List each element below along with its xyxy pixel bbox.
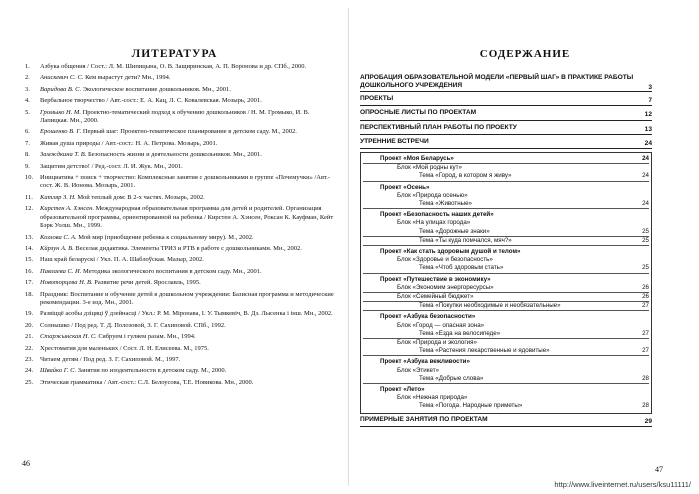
- reference-text: Инициатива + поиск + творчество: Комплексные занятия с дошкольниками в группе «Почемучки» /Авт.-сост. Ж. В. Ионова. Мозырь, 2001.: [40, 174, 330, 190]
- toc-project: Проект «Безопасность наших детей»: [380, 211, 494, 219]
- reference-item: [25, 63, 335, 71]
- reference-author: Кйрзун А. В.: [40, 244, 74, 252]
- reference-text: Методика экологического воспитания в детском саду. Мн., 2001.: [81, 267, 262, 275]
- reference-author: Новоторцева Н. В.: [40, 279, 93, 287]
- reference-author: Старжынская Н. С.: [40, 333, 97, 341]
- reference-text: Читаем детям / Под ред. З. Г. Сахиповой. М., 1997.: [40, 355, 181, 363]
- reference-text: Проектно-тематический подход к обучению дошкольников / Н. М. Громыко, И. В. Лапицкая. Мн., 2000.: [40, 108, 310, 125]
- reference-item: [25, 279, 335, 287]
- toc-theme: Тема «Чтоб здоровым стать» 25: [363, 264, 649, 273]
- reference-text: Кем вырастут дети? Мн., 1994.: [83, 74, 171, 82]
- reference-number: 4.: [25, 97, 30, 105]
- reference-item: [25, 234, 335, 242]
- reference-item: [25, 205, 335, 230]
- reference-text: Международная образовательная программа для детей и родителей. Организация образовательной программы, ориентированной на ребенка / Кирстен А. Хэнсен, Роксан К. Кауфман, Кейт Бэрк Уолш. Мн., 1999.: [40, 205, 334, 230]
- page-number-right: 47: [655, 465, 663, 474]
- reference-text: Безопасность жизни и деятельности дошкольников. Мн., 2001.: [86, 151, 262, 159]
- toc-project: Проект «Осень»: [380, 183, 430, 191]
- reference-text: Мой теплый дом: В 2-х частях. Мозырь, 2002.: [75, 193, 205, 201]
- reference-text: Наш край беларускi / Укл. П. А. Шаблоўская. Мазыр, 2002.: [40, 256, 204, 264]
- literature-title: ЛИТЕРАТУРА: [131, 48, 218, 60]
- reference-item: [25, 345, 335, 353]
- reference-author: Варидова В. С.: [40, 85, 82, 93]
- reference-number: 8.: [25, 151, 30, 159]
- reference-item: [25, 86, 335, 94]
- toc-theme: Тема «Дорожные знаки» 25: [363, 228, 649, 237]
- toc-project: Проект «Как стать здоровым душой и телом»: [380, 248, 521, 256]
- reference-author: Швайко Г. С.: [40, 367, 77, 375]
- reference-number: 11.: [25, 193, 33, 201]
- toc-section: ПЕРСПЕКТИВНЫЙ ПЛАН РАБОТЫ ПО ПРОЕКТУ 13: [360, 124, 652, 135]
- reference-number: 24.: [25, 367, 34, 375]
- reference-number: 18.: [25, 290, 34, 298]
- reference-text: Мой мир (приобщение ребенка к социальному миру). М., 2002.: [76, 233, 254, 241]
- reference-item: [25, 140, 335, 148]
- reference-text: Этическая грамматика / Авт.-сост.: С.Л. Белоусова, Т.Е. Новикова. Мн., 2000.: [40, 378, 254, 386]
- reference-number: 9.: [25, 162, 30, 170]
- reference-item: [25, 174, 335, 191]
- reference-text: Веселая дидактика. Элементы ТРИЗ и РТВ в работе с дошкольниками. Мн., 2002.: [73, 244, 302, 252]
- toc-block: Блок «На улицах города»: [397, 219, 471, 227]
- reference-item: [25, 333, 335, 341]
- reference-text: Занятия по изодеятельности в детском саду. М., 2000.: [76, 367, 227, 375]
- toc-project: Проект «Моя Беларусь» 24: [363, 155, 649, 164]
- toc-section: ПРОЕКТЫ 7: [360, 95, 652, 106]
- toc-block: Блок «Мой родны кут»: [397, 164, 462, 172]
- reference-number: 20.: [25, 321, 34, 329]
- reference-text: Экологическое воспитание дошкольников. Мн., 2001.: [81, 85, 231, 93]
- toc-project: Проект «Путешествие в экономику»: [380, 275, 491, 283]
- reference-item: [25, 256, 335, 264]
- reference-item: [25, 268, 335, 276]
- toc-block: Блок «Семейный бюджет» 26: [363, 293, 649, 302]
- right-page: [351, 0, 699, 494]
- toc-theme: Тема «Животные» 24: [363, 200, 649, 209]
- toc-theme: Тема «Растения лекарственные и ядовитые» 27: [363, 347, 649, 356]
- reference-item: [25, 97, 335, 105]
- reference-text: Развитие речи детей. Ярославль, 1995.: [92, 279, 201, 287]
- toc-theme: Тема «Ты куда помчался, мяч?» 25: [363, 237, 649, 246]
- reference-author: Замждкина Т. В.: [40, 151, 87, 159]
- toc-section: АПРОБАЦИЯ ОБРАЗОВАТЕЛЬНОЙ МОДЕЛИ «ПЕРВЫЙ ШАГ» В ПРАКТИКЕ РАБОТЫ ДОШКОЛЬНОГО УЧРЕЖДЕНИЯ 3: [360, 74, 652, 91]
- toc-project: Проект «Азбука вежливости»: [380, 358, 470, 366]
- reference-author: Ерошенко В. Г.: [40, 128, 82, 136]
- toc-section: УТРЕННИЕ ВСТРЕЧИ 24: [360, 138, 652, 149]
- reference-number: 7.: [25, 139, 30, 147]
- reference-number: 5.: [25, 108, 30, 116]
- toc-theme: Тема «Погода. Народные приметы» 28: [419, 402, 649, 410]
- reference-item: [25, 109, 335, 126]
- reference-item: [25, 163, 335, 171]
- reference-number: 12.: [25, 205, 34, 213]
- book-spine: [348, 8, 349, 486]
- toc-theme: Тема «Езда на велосипеде» 27: [363, 330, 649, 339]
- reference-text: Защитим детство! / Ред.-сост. Л. И. Жук. Мн., 2001.: [40, 162, 183, 170]
- reference-number: 1.: [25, 63, 30, 70]
- reference-number: 22.: [25, 344, 34, 352]
- reference-number: 15.: [25, 256, 34, 264]
- reference-author: Громыко Н. М.: [40, 108, 81, 116]
- toc-block: Блок «Природа и экология»: [397, 339, 477, 347]
- reference-number: 10.: [25, 174, 34, 182]
- reference-item: [25, 310, 335, 318]
- reference-author: Анискевич С. С.: [40, 74, 84, 82]
- reference-item: [25, 128, 335, 136]
- left-page: [0, 0, 349, 494]
- reference-item: [25, 367, 335, 375]
- reference-number: 13.: [25, 233, 34, 241]
- toc-section: ОПРОСНЫЕ ЛИСТЫ ПО ПРОЕКТАМ 12: [360, 109, 652, 120]
- reference-item: [25, 194, 335, 202]
- reference-text: Сябруем і гуляем разам. Мн., 1994.: [96, 333, 196, 341]
- reference-item: [25, 245, 335, 253]
- toc-block: Блок «Экономим энергоресурсы» 26: [363, 284, 649, 293]
- reference-number: 21.: [25, 333, 34, 341]
- watermark-url: http://www.liveinternet.ru/users/ksu11111/: [554, 480, 691, 489]
- reference-item: [25, 291, 335, 308]
- reference-text: Праздник: Воспитание и обучение детей в дошкольном учреждении: Базисная программа и методические рекомендации. 3-е изд. Мн., 2001.: [40, 290, 334, 306]
- reference-item: [25, 356, 335, 364]
- reference-number: 23.: [25, 355, 34, 363]
- reference-item: [25, 151, 335, 159]
- reference-author: Кирстен А. Хэнсен.: [40, 205, 94, 213]
- reference-list: [25, 63, 335, 390]
- toc-theme: Тема «Город, в котором я живу» 24: [363, 172, 649, 181]
- reference-number: 25.: [25, 378, 34, 386]
- reference-text: Солнышко / Под ред. Т. Д. Полозовой, З. Г. Сахиповой. СПб., 1992.: [40, 321, 226, 329]
- toc-block: Блок «Здоровье и безопасность»: [397, 256, 493, 264]
- reference-author: Козлова С. А.: [40, 233, 77, 241]
- reference-text: Живая душа природы / Авт.-сост.: Н. А. Петрова. Мозырь, 2001.: [40, 139, 218, 147]
- reference-item: [25, 322, 335, 330]
- toc-project: Проект «Лето»: [380, 386, 425, 394]
- reference-text: Первый шаг: Проектно-тематическое планирование в детском саду. М., 2002.: [81, 128, 297, 136]
- reference-number: 19.: [25, 310, 34, 318]
- contents-title: СОДЕРЖАНИЕ: [479, 48, 571, 60]
- reference-number: 2.: [25, 74, 30, 82]
- toc-section: ПРИМЕРНЫЕ ЗАНЯТИЯ ПО ПРОЕКТАМ 29: [360, 416, 652, 427]
- toc-project: Проект «Азбука безопасности»: [380, 313, 476, 321]
- reference-text: Вербальное творчество / Авт.-сост.: Е. А. Кац, Л. С. Ковалевская. Мозырь, 2001.: [40, 97, 262, 105]
- reference-text: Хрестоматия для маленьких / Сост. Л. Н. Елисеева. М., 1975.: [40, 344, 209, 352]
- reference-number: 6.: [25, 128, 30, 136]
- toc-block: Блок «Нежная природа»: [397, 394, 468, 402]
- toc-theme: Тема «Добрые слова» 28: [363, 375, 649, 384]
- toc-block: Блок «Природа осенью»: [397, 191, 468, 199]
- page-number-left: 46: [22, 459, 30, 468]
- table-of-contents: [360, 74, 652, 430]
- toc-block: Блок «Этикет»: [397, 366, 440, 374]
- toc-project-group: [360, 152, 652, 414]
- reference-text: Азбука общения / Сост.: Л. М. Шипицына, О. В. Защиринская, А. П. Воронова и др. СПб., 2000.: [40, 63, 307, 70]
- reference-number: 16.: [25, 267, 34, 275]
- reference-item: [25, 74, 335, 82]
- reference-author: Катляр З. Н.: [40, 193, 76, 201]
- toc-theme: Тема «Покупки необходимые и необязательные» 27: [363, 302, 649, 311]
- reference-text: Развіццё асобы дзіцяці ў дзейнасці / Укл.: Р. М. Мiронава, І. У. Тымкевіч, В. Дз. Лысенка і інш. Мн., 2002.: [40, 310, 333, 318]
- reference-number: 14.: [25, 244, 34, 252]
- reference-number: 17.: [25, 279, 34, 287]
- reference-number: 3.: [25, 85, 30, 93]
- reference-item: [25, 379, 335, 387]
- reference-author: Павлаева С. И.: [40, 267, 82, 275]
- toc-block: Блок «Город — опасная зона»: [397, 321, 485, 329]
